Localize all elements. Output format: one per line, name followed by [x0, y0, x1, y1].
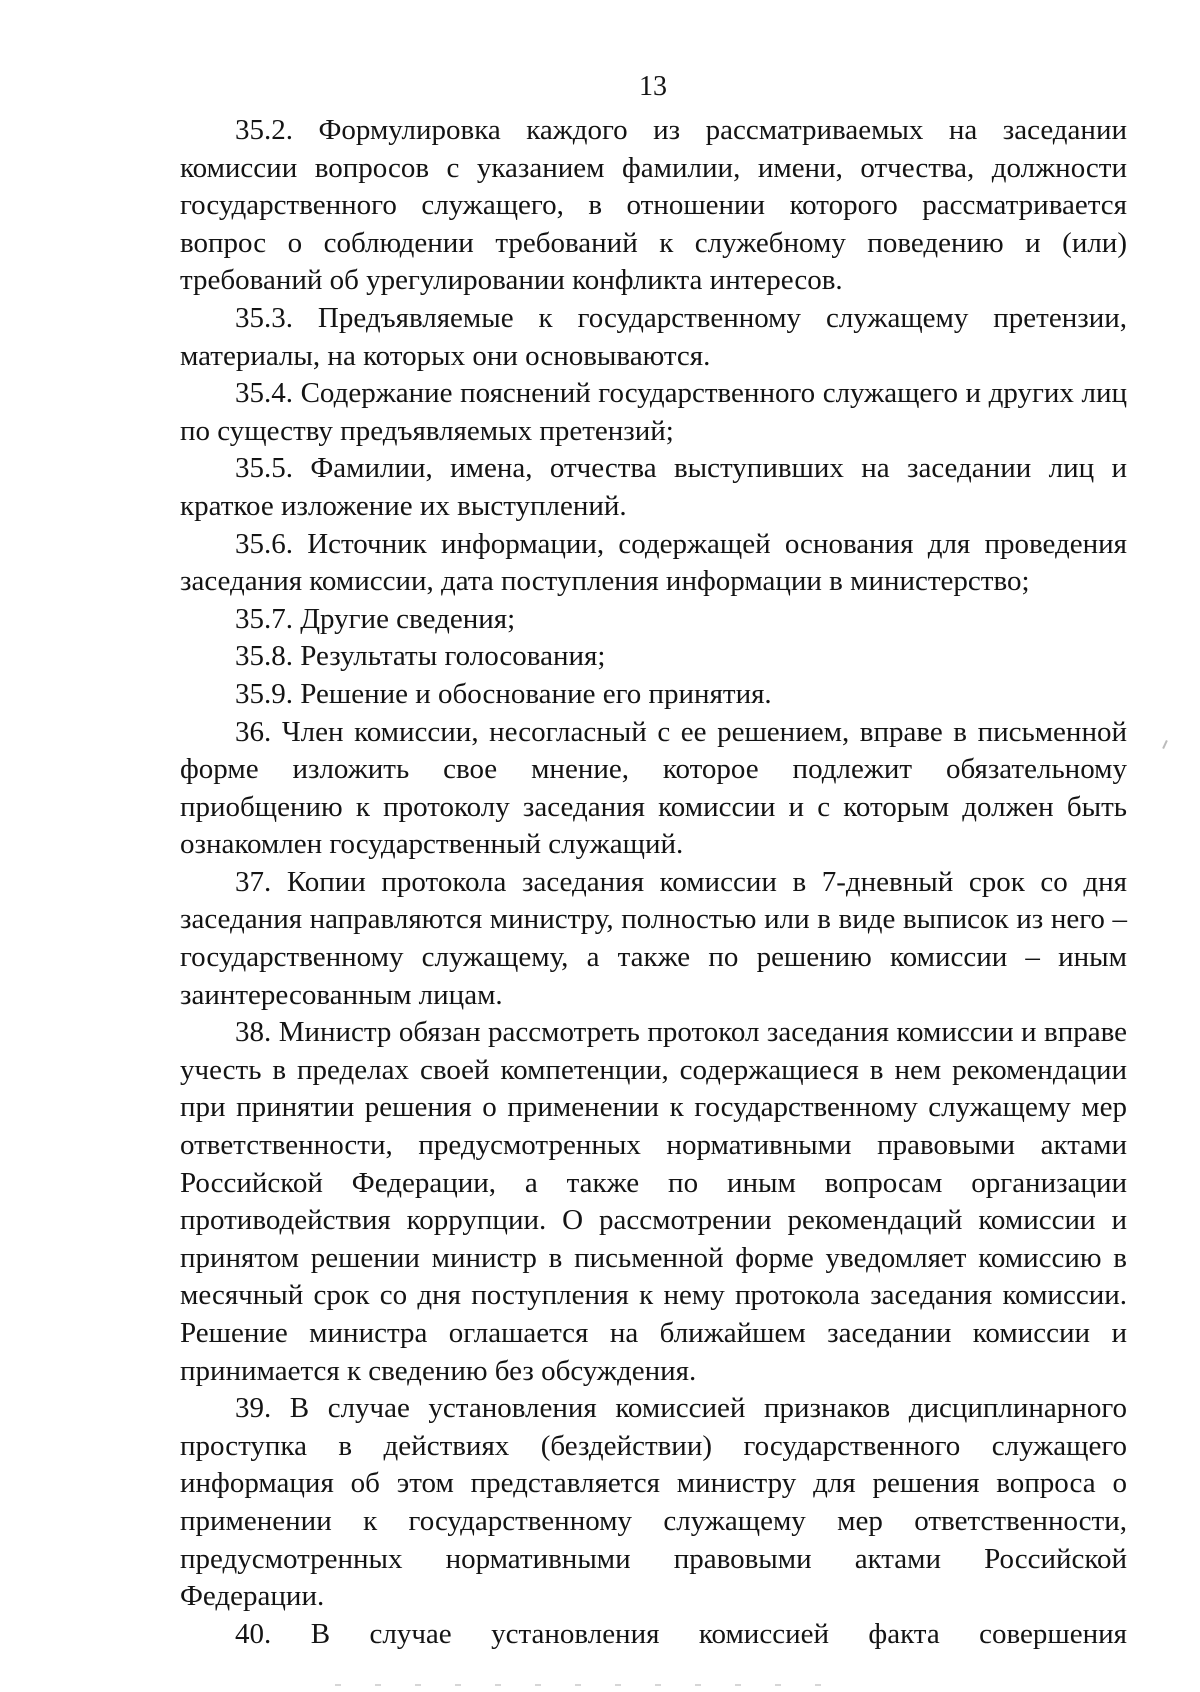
paragraph-35-8: 35.8. Результаты голосования;: [235, 640, 606, 673]
paragraph-35-5: 35.5. Фамилии, имена, отчества выступивших на заседании лиц и краткое изложение их выступлений.: [180, 452, 1127, 522]
paragraph-35-2: 35.2. Формулировка каждого из рассматриваемых на заседании комиссии вопросов с указанием фамилии, имени, отчества, должности государственного служащего, в отношении которого рассматривается вопрос о соблюдении требований к служебному поведению и (или) требований об урегулировании конфликта интересов.: [180, 114, 1127, 297]
paragraph-35-3: 35.3. Предъявляемые к государственному служащему претензии, материалы, на которых они основываются.: [180, 301, 1127, 372]
paragraph-35-6: 35.6. Источник информации, содержащей основания для проведения заседания комиссии, дата поступления информации в министерство;: [180, 527, 1127, 598]
scan-edge-artifact: [335, 1684, 855, 1686]
paragraph-35-7: 35.7. Другие сведения;: [235, 602, 516, 635]
paragraph-35-4: 35.4. Содержание пояснений государственного служащего и других лиц по существу предъявляемых претензий;: [180, 377, 1127, 447]
paragraph-38: 38. Министр обязан рассмотреть протокол заседания комиссии и вправе учесть в пределах своей компетенции, содержащиеся в нем рекомендации при принятии решения о применении к государственному служащему мер ответственности, предусмотренных нормативными правовыми актами Российской Федерации, а также по иным вопросам организации противодействия коррупции. О рассмотрении рекомендаций комиссии и принятом решении министр в письменной форме уведомляет комиссию в месячный срок со дня поступления к нему протокола заседания комиссии. Решение министра оглашается на ближайшем заседании комиссии и принимается к сведению без обсуждения.: [180, 1016, 1127, 1387]
paragraph-36: 36. Член комиссии, несогласный с ее решением, вправе в письменной форме изложить свое мнение, которое подлежит обязательному приобщению к протоколу заседания комиссии и с которым должен быть ознакомлен государственный служащий.: [180, 715, 1127, 861]
document-body: [180, 112, 1127, 1653]
paragraph-39: 39. В случае установления комиссией признаков дисциплинарного проступка в действиях (бездействии) государственного служащего информация об этом представляется министру для решения вопроса о применении к государственному служащему мер ответственности, предусмотренных нормативными правовыми актами Российской Федерации.: [180, 1392, 1127, 1613]
paragraph-35-9: 35.9. Решение и обоснование его принятия.: [235, 677, 772, 710]
paragraph-37: 37. Копии протокола заседания комиссии в 7-дневный срок со дня заседания направляются министру, полностью или в виде выписок из него – государственному служащему, а также по решению комиссии – иным заинтересованным лицам.: [180, 865, 1127, 1011]
page-number: 13: [639, 71, 667, 102]
paragraph-40: 40. В случае установления комиссией факта совершения: [235, 1617, 1127, 1650]
scan-speck: [1162, 740, 1168, 749]
